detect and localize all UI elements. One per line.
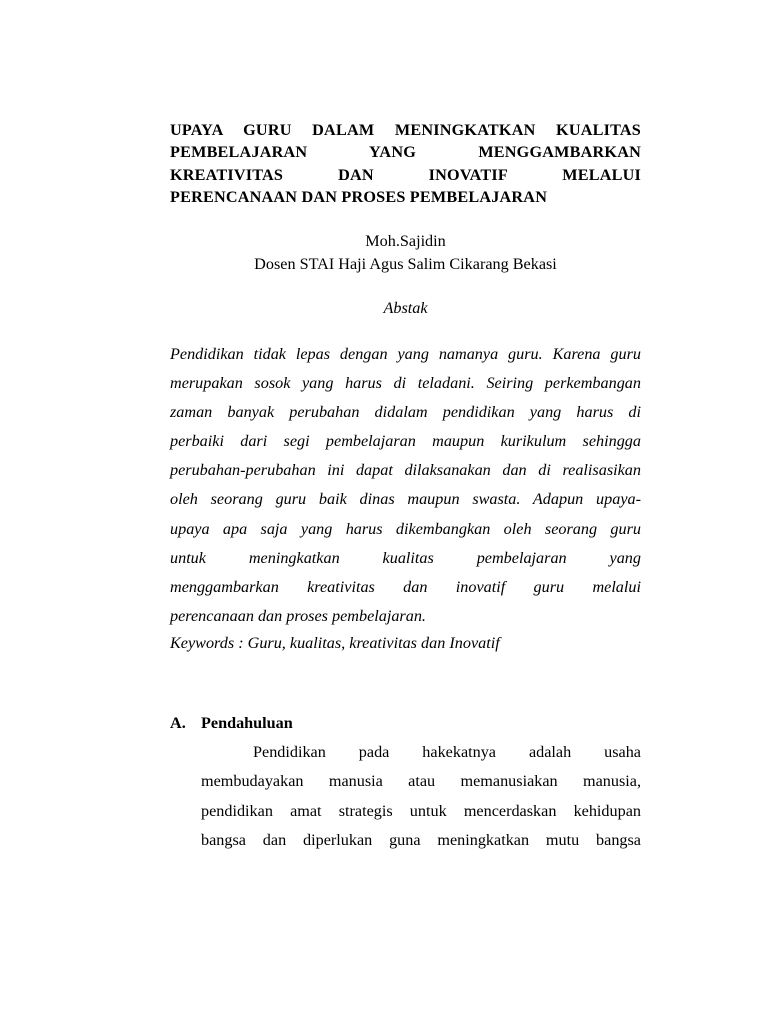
abstract-line: perubahan-perubahan ini dapat dilaksanakan dan di realisasikan: [170, 461, 641, 480]
title-line: PEMBELAJARAN YANG MENGGAMBARKAN: [170, 143, 641, 162]
body-line: membudayakan manusia atau memanusiakan manusia,: [201, 772, 641, 791]
abstract-line: zaman banyak perubahan didalam pendidikan yang harus di: [170, 403, 641, 422]
body-line: bangsa dan diperlukan guna meningkatkan mutu bangsa: [201, 830, 641, 849]
abstract-text: [170, 340, 641, 631]
section-number: A.: [170, 714, 186, 732]
section-title: Pendahuluan: [201, 714, 293, 732]
title-line: UPAYA GURU DALAM MENINGKATKAN KUALITAS: [170, 121, 641, 139]
abstract-line: menggambarkan kreativitas dan inovatif guru melalui: [170, 577, 641, 596]
abstract-line: merupakan sosok yang harus di teladani. Seiring perkembangan: [170, 374, 641, 393]
abstract-heading: Abstak: [383, 299, 428, 317]
abstract-line: untuk meningkatkan kualitas pembelajaran yang: [170, 548, 641, 567]
abstract-line: perencanaan dan proses pembelajaran.: [170, 606, 426, 625]
author-affiliation: Dosen STAI Haji Agus Salim Cikarang Bekasi: [254, 255, 557, 273]
paper-title: [170, 119, 641, 208]
abstract-line: perbaiki dari segi pembelajaran maupun kurikulum sehingga: [170, 432, 641, 451]
body-line: pendidikan amat strategis untuk mencerdaskan kehidupan: [201, 801, 641, 820]
keywords: Keywords : Guru, kualitas, kreativitas dan Inovatif: [170, 634, 500, 652]
author-name: Moh.Sajidin: [365, 232, 446, 250]
abstract-line: Pendidikan tidak lepas dengan yang namanya guru. Karena guru: [170, 345, 641, 363]
section-body: [201, 738, 641, 855]
abstract-line: oleh seorang guru baik dinas maupun swasta. Adapun upaya-: [170, 490, 641, 509]
body-line: Pendidikan pada hakekatnya adalah usaha: [253, 743, 641, 761]
abstract-line: upaya apa saja yang harus dikembangkan oleh seorang guru: [170, 519, 641, 538]
title-line: PERENCANAAN DAN PROSES PEMBELAJARAN: [170, 187, 548, 206]
title-line: KREATIVITAS DAN INOVATIF MELALUI: [170, 165, 641, 184]
section-heading: [170, 712, 641, 735]
